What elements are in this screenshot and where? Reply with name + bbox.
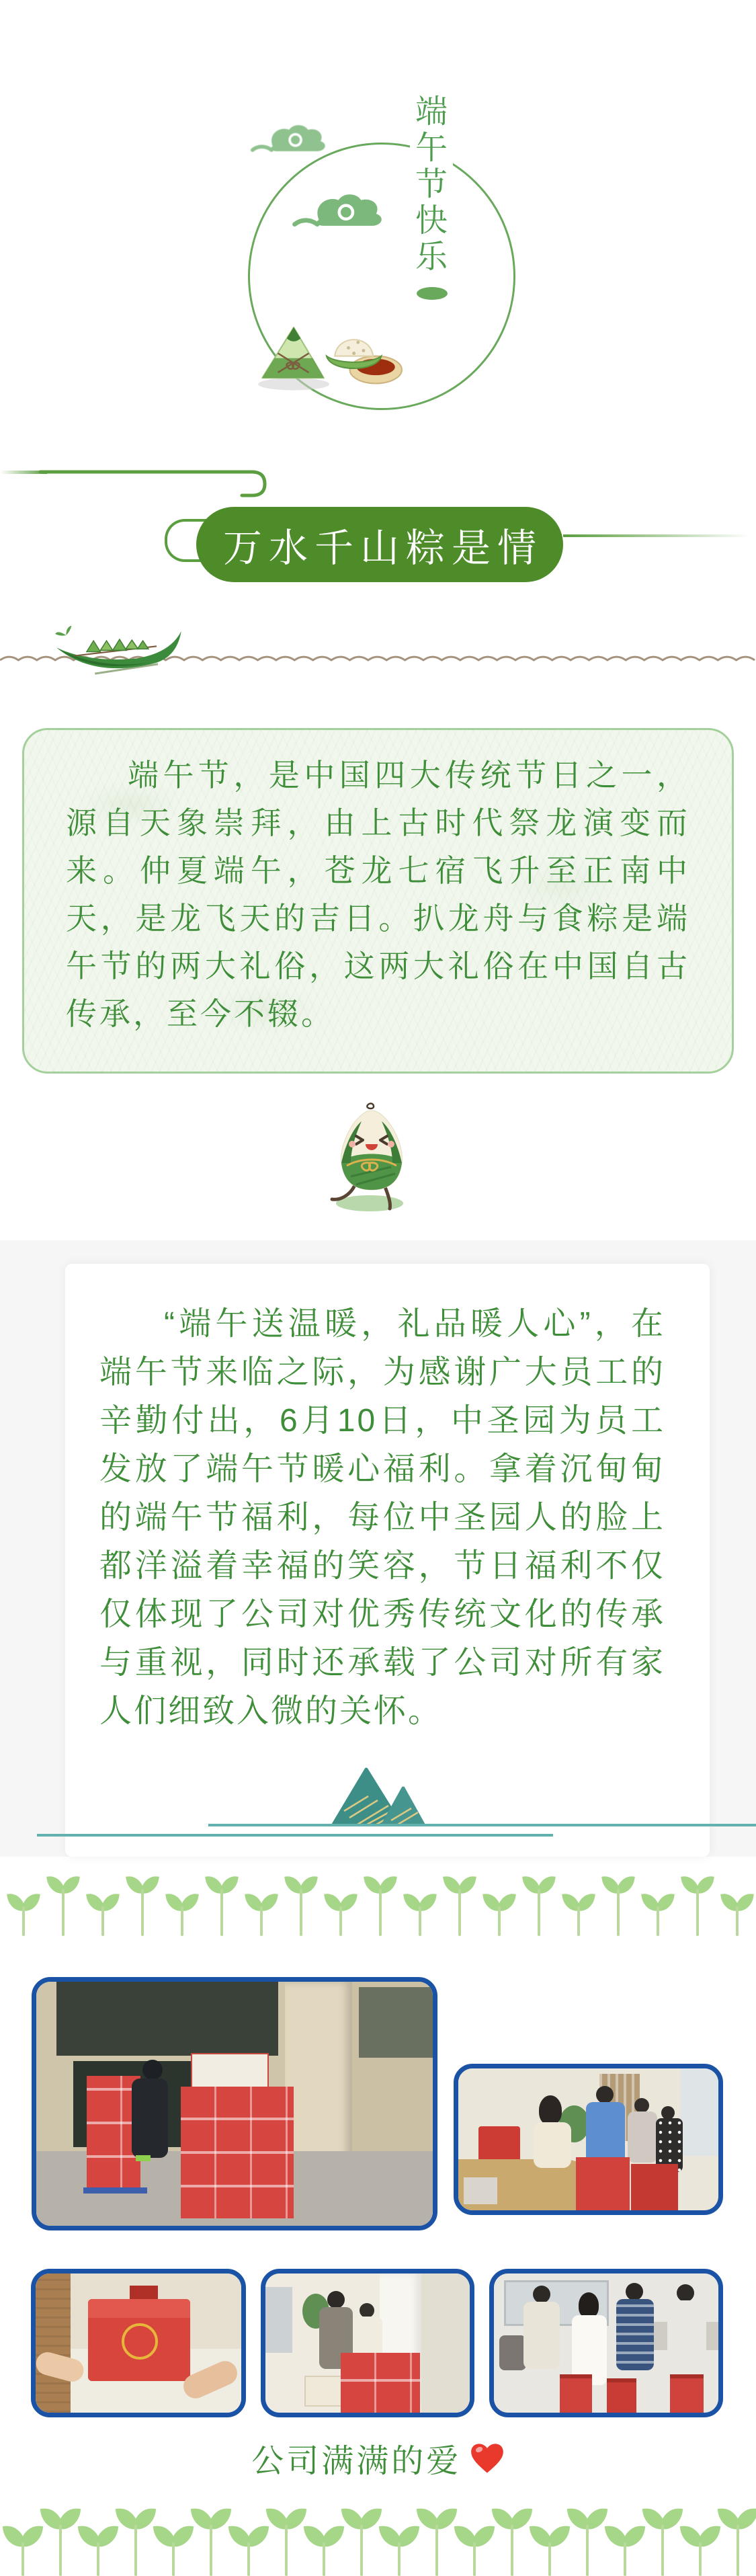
teal-rule-line [37,1834,553,1837]
sprout-icon [117,2507,155,2576]
stem-icon [22,1906,25,1936]
sprout-icon [365,1876,396,1936]
sprout-icon [456,2525,493,2576]
photo-scene [494,2273,718,2413]
sprout-icon [127,1876,158,1936]
sprout-icon [380,2525,418,2576]
stem-icon [435,2525,438,2576]
stem-icon [22,2542,24,2576]
stem-icon [210,2525,212,2576]
stem-icon [260,1906,263,1936]
hero-title-char: 端 [410,94,453,130]
sprout-divider-row [0,1873,756,1936]
photo-group-with-bags[interactable] [489,2269,723,2417]
gallery-caption-text: 公司满满的爱 [251,2444,462,2479]
person-body [523,2302,560,2369]
stem-icon [548,2542,551,2576]
stem-icon [97,2542,99,2576]
green-dash-ornament [417,287,448,300]
stem-icon [172,2542,175,2576]
sprout-icon [644,2507,681,2576]
photo-scene [458,2068,718,2210]
person-head [539,2095,562,2125]
white-gift-box [191,2053,269,2088]
building-window [359,1987,433,2058]
stem-icon [419,1906,421,1936]
sprout-icon [444,1876,475,1936]
cloud-icon [292,190,390,232]
hero-title-char: 乐 [410,239,453,276]
section-title: 万水千山粽是情 [222,526,543,570]
red-gift-bag [607,2378,636,2413]
sprout-icon [681,2525,719,2576]
gold-emblem [122,2323,158,2360]
red-gift-bag [631,2164,678,2210]
stem-icon [141,1889,144,1936]
red-gift-box-lid [88,2299,190,2318]
sprout-icon [418,2507,456,2576]
red-gift-bag [576,2157,630,2210]
sprout-icon [4,2525,42,2576]
person-body [534,2122,571,2168]
stem-icon [657,1906,659,1936]
sprout-icon [8,1893,39,1936]
person-head [596,2086,614,2103]
trolley [83,2187,147,2193]
person-head [634,2098,649,2113]
stem-icon [247,2542,250,2576]
person-body [132,2079,168,2158]
vending-machine [265,2287,292,2353]
stem-icon [379,1889,382,1936]
stem-icon [498,1906,501,1936]
photo-reception-signing[interactable] [454,2064,723,2215]
gallery-caption [0,2435,756,2481]
sprout-icon [267,2507,305,2576]
mountains-icon [328,1764,430,1827]
hero-title-char: 节 [410,167,453,203]
building-window-band [56,1982,278,2056]
sprout-icon [722,1893,753,1936]
wood-panel [36,2273,71,2413]
photo-scene [36,1982,433,2226]
sprout-icon [606,2525,644,2576]
company-news-text: “端午送温暖，礼品暖人心”，在端午节来临之际，为感谢广大员工的辛勤付出，6月10日，中圣园为员工发放了端午节暖心福利。拿着沉甸甸的端午节福利，每位中圣园人的脸上都洋溢着幸福的笑容，节日福利不仅仅体现了公司对优秀传统文化的传承与重视，同时还承载了公司对所有家人们细致入微的关怀。 [99,1306,665,1729]
sprout-icon [305,2525,343,2576]
hero-title-char: 快 [410,203,453,239]
person-head [579,2292,599,2318]
banner-hook-ornament [0,464,289,504]
person-body [667,2300,706,2372]
stem-icon [59,2525,62,2576]
stem-icon [577,1906,580,1936]
stem-icon [737,2525,739,2576]
sprout-icon [230,2525,267,2576]
stem-icon [398,2542,401,2576]
hero-title-char: 午 [410,130,453,167]
photo-scene [36,2273,241,2413]
stem-icon [62,1889,65,1936]
sprout-icon [42,2507,79,2576]
person-head [142,2060,163,2080]
teal-rule-line [208,1824,756,1826]
sprout-icon [155,2525,192,2576]
sprout-icon [167,1893,198,1936]
sprout-icon [405,1893,435,1936]
festival-intro-text: 端午节，是中国四大传统节日之一，源自天象崇拜，由上古时代祭龙演变而来。仲夏端午，苍龙七宿飞升至正南中天，是龙飞天的吉日。扒龙舟与食粽是端午节的两大礼俗，这两大礼俗在中国自古传承，至今不辍。 [66,758,690,1031]
red-gift-box-stack [181,2087,294,2218]
stem-icon [300,1889,302,1936]
sprout-divider-row [0,2505,756,2576]
sprout-icon [719,2507,756,2576]
sprout-icon [79,2525,117,2576]
stem-icon [624,2542,626,2576]
sprout-icon [642,1893,673,1936]
person-head [327,2291,345,2308]
stem-icon [220,1889,223,1936]
sprout-icon [286,1876,317,1936]
section-title-banner [196,507,563,582]
stem-icon [617,1889,620,1936]
stem-icon [101,1906,104,1936]
stem-icon [586,2525,589,2576]
stem-icon [181,1906,183,1936]
stem-icon [473,2542,476,2576]
photo-entrance-delivery[interactable] [32,1977,437,2230]
banner-line-ornament [563,534,750,537]
sprout-icon [87,1893,118,1936]
leaf-boat-icon [54,620,191,686]
green-shoe [136,2155,151,2161]
photo-scene [265,2273,470,2413]
sprout-icon [603,1876,634,1936]
festival-intro-card [22,728,734,1074]
stem-icon [696,1889,699,1936]
zongzi-mascot-icon [321,1101,422,1217]
person-head [360,2303,374,2318]
stem-icon [736,1906,739,1936]
person-body [628,2111,657,2163]
sprout-icon [682,1876,713,1936]
sprout-icon [484,1893,515,1936]
red-heart-icon [470,2442,505,2474]
sprout-icon [563,1893,594,1936]
sprout-icon [343,2507,380,2576]
stem-icon [360,2525,363,2576]
stem-icon [699,2542,702,2576]
sprout-icon [531,2525,569,2576]
person-body [616,2299,654,2370]
red-gift-box-stack [341,2353,420,2413]
lobby-wall [421,2273,470,2413]
sprout-icon [246,1893,277,1936]
sprout-icon [206,1876,237,1936]
person-head [626,2283,643,2300]
window [680,2068,718,2156]
sprout-icon [192,2507,230,2576]
stem-icon [458,1889,461,1936]
stem-icon [538,1889,540,1936]
person-head [677,2284,694,2302]
stem-icon [661,2525,664,2576]
stem-icon [323,2542,325,2576]
stem-icon [511,2525,513,2576]
photo-lobby-distribution[interactable] [261,2269,474,2417]
sprout-icon [325,1893,356,1936]
sprout-icon [523,1876,554,1936]
cloud-icon [250,121,332,157]
zongzi-and-bowl-illustration [254,307,405,393]
carton-box [304,2376,342,2407]
sprout-icon [569,2507,606,2576]
red-gift-bag [560,2374,592,2413]
person-head [533,2286,550,2303]
hero-vertical-title [410,94,453,276]
telephone [464,2177,497,2204]
photo-gift-handover[interactable] [31,2269,246,2417]
sprout-icon [48,1876,79,1936]
office-chair [499,2335,526,2370]
stem-icon [285,2525,288,2576]
stem-icon [339,1906,342,1936]
stem-icon [134,2525,137,2576]
person-head [661,2106,675,2120]
sprout-icon [493,2507,531,2576]
red-gift-bag [670,2374,704,2415]
